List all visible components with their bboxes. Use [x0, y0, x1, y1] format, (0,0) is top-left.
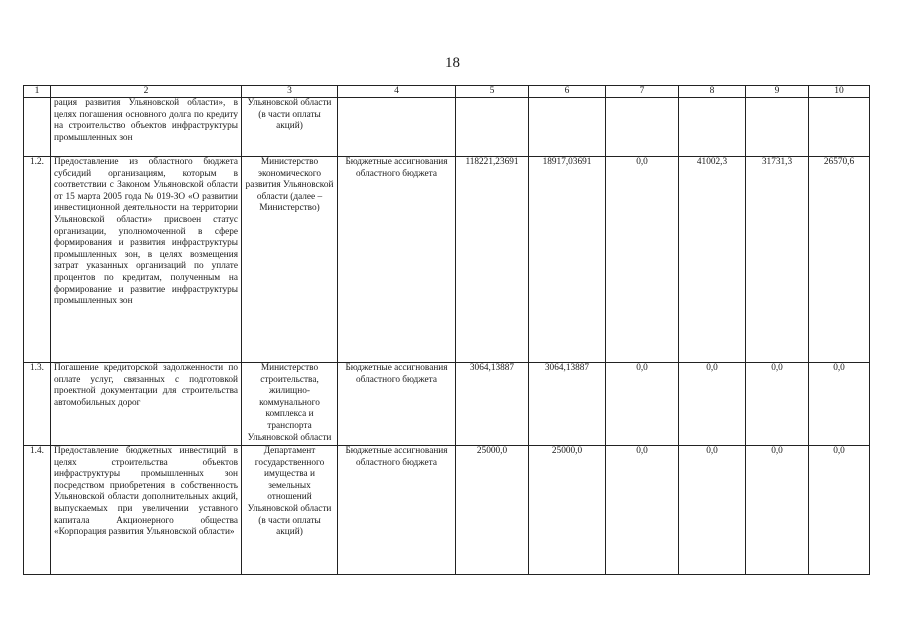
year-value: [606, 98, 679, 157]
year-value: 0,0: [606, 363, 679, 446]
column-number: 3: [242, 86, 338, 98]
total-value: 3064,13887: [456, 363, 529, 446]
year-value: 0,0: [809, 446, 870, 575]
program-table: [23, 85, 870, 575]
row-number: 1.4.: [24, 446, 51, 575]
year-value: 41002,3: [679, 157, 746, 363]
funding-source: [338, 98, 456, 157]
year-value: [529, 98, 606, 157]
funding-source: Бюджетные ассигнования областного бюджета: [338, 363, 456, 446]
column-number: 10: [809, 86, 870, 98]
year-value: 3064,13887: [529, 363, 606, 446]
executor: Департамент государственного имущества и земельных отношений Ульяновской области (в части оплаты акций): [242, 446, 338, 575]
column-number: 5: [456, 86, 529, 98]
year-value: 0,0: [679, 363, 746, 446]
funding-source: Бюджетные ассигнования областного бюджета: [338, 157, 456, 363]
measure-description: Предоставление из областного бюджета субсидий организациям, которым в соответствии с Законом Ульяновской области от 15 марта 2005 года № 019-ЗО «О развитии инвестиционной деятельности на территории Ульяновской области» присвоен статус организации, уполномоченной в сфере формирования и развития инфраструктуры промышленных зон, в целях возмещения затрат указанных организаций по уплате процентов по кредитам, полученным на формирование и развитие инфраструктуры промышленных зон: [51, 157, 242, 363]
total-value: [456, 98, 529, 157]
row-number: [24, 98, 51, 157]
table-row: [24, 446, 870, 575]
measure-description: рация развития Ульяновской области», в целях погашения основного долга по кредиту на строительство объектов инфраструктуры промышленных зон: [51, 98, 242, 157]
page-number: 18: [445, 55, 460, 71]
table-row: [24, 157, 870, 363]
column-number: 6: [529, 86, 606, 98]
column-number: 9: [746, 86, 809, 98]
year-value: 0,0: [746, 363, 809, 446]
year-value: 0,0: [746, 446, 809, 575]
table-row: [24, 98, 870, 157]
year-value: 0,0: [679, 446, 746, 575]
column-number: 4: [338, 86, 456, 98]
year-value: [809, 98, 870, 157]
year-value: 26570,6: [809, 157, 870, 363]
executor: Министерство экономического развития Ульяновской области (далее – Министерство): [242, 157, 338, 363]
column-number: 7: [606, 86, 679, 98]
column-number-row: [24, 86, 870, 98]
funding-source: Бюджетные ассигнования областного бюджета: [338, 446, 456, 575]
executor: Ульяновской области (в части оплаты акций): [242, 98, 338, 157]
year-value: 0,0: [809, 363, 870, 446]
year-value: [746, 98, 809, 157]
measure-description: Погашение кредиторской задолженности по оплате услуг, связанных с подготовкой проектной документации для строительства автомобильных дорог: [51, 363, 242, 446]
year-value: 25000,0: [529, 446, 606, 575]
year-value: 18917,03691: [529, 157, 606, 363]
total-value: 118221,23691: [456, 157, 529, 363]
row-number: 1.2.: [24, 157, 51, 363]
column-number: 1: [24, 86, 51, 98]
row-number: 1.3.: [24, 363, 51, 446]
year-value: 0,0: [606, 446, 679, 575]
column-number: 2: [51, 86, 242, 98]
measure-description: Предоставление бюджетных инвестиций в целях строительства объектов инфраструктуры промышленных зон посредством приобретения в собственность Ульяновской области дополнительных акций, выпускаемых при увеличении уставного капитала Акционерного общества «Корпорация развития Ульяновской области»: [51, 446, 242, 575]
year-value: 0,0: [606, 157, 679, 363]
year-value: 31731,3: [746, 157, 809, 363]
total-value: 25000,0: [456, 446, 529, 575]
table-row: [24, 363, 870, 446]
column-number: 8: [679, 86, 746, 98]
executor: Министерство строительства, жилищно-коммунального комплекса и транспорта Ульяновской области: [242, 363, 338, 446]
year-value: [679, 98, 746, 157]
